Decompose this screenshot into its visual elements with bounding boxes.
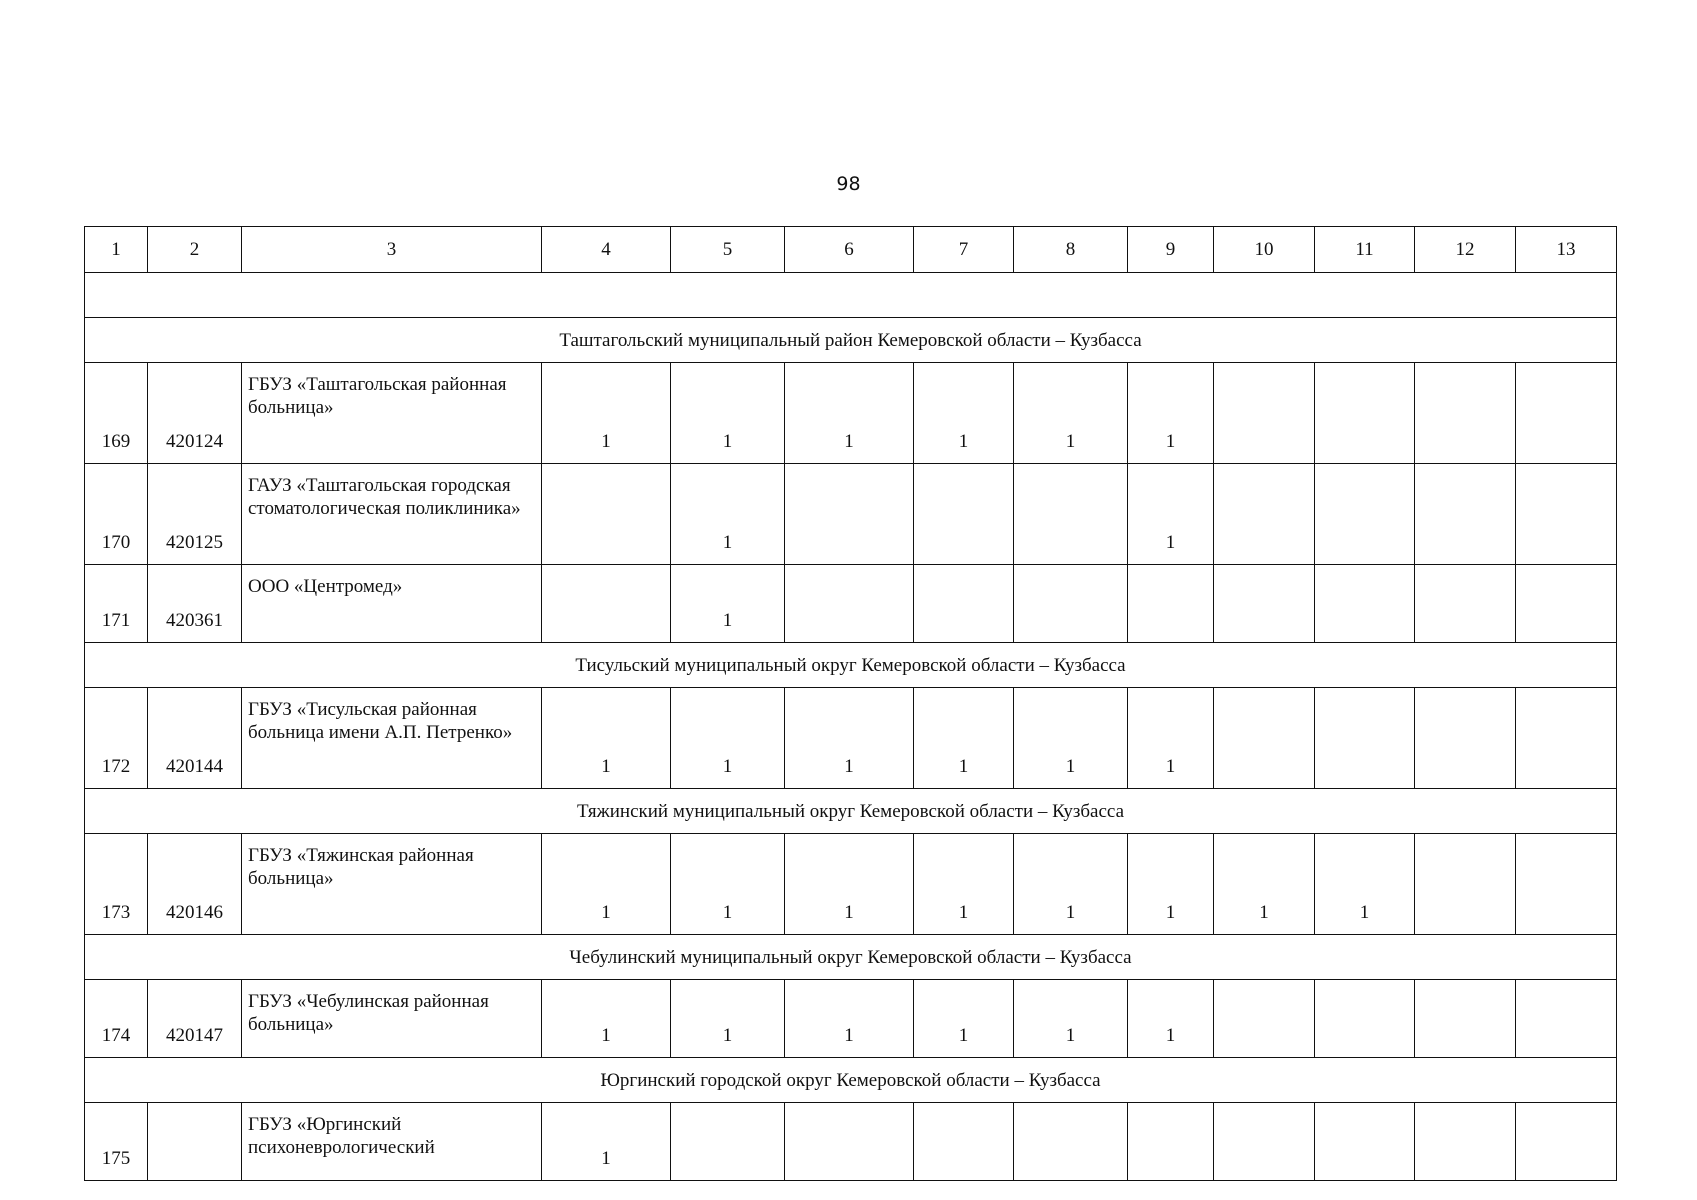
cell-col-13 — [1516, 1103, 1617, 1181]
table-row — [85, 688, 1617, 789]
column-header: 6 — [785, 227, 914, 273]
row-organization-name: ГБУЗ «Юргинский психоневрологический — [242, 1103, 542, 1181]
column-header: 2 — [148, 227, 242, 273]
cell-col-5: 1 — [671, 688, 785, 789]
table-row — [85, 1103, 1617, 1181]
empty-cell — [85, 273, 1617, 318]
cell-col-4: 1 — [542, 980, 671, 1058]
cell-col-7 — [914, 1103, 1014, 1181]
cell-col-8: 1 — [1014, 363, 1128, 464]
row-number: 172 — [85, 688, 148, 789]
table-row — [85, 565, 1617, 643]
cell-col-6 — [785, 464, 914, 565]
row-organization-name: ООО «Центромед» — [242, 565, 542, 643]
row-organization-name: ГБУЗ «Тяжинская районная больница» — [242, 834, 542, 935]
cell-col-7: 1 — [914, 363, 1014, 464]
row-number: 174 — [85, 980, 148, 1058]
empty-row — [85, 273, 1617, 318]
cell-col-7: 1 — [914, 834, 1014, 935]
cell-col-11: 1 — [1315, 834, 1415, 935]
section-title: Тисульский муниципальный округ Кемеровской области – Кузбасса — [85, 643, 1617, 688]
cell-col-8 — [1014, 565, 1128, 643]
cell-col-5: 1 — [671, 565, 785, 643]
table-row — [85, 363, 1617, 464]
cell-col-8: 1 — [1014, 688, 1128, 789]
cell-col-11 — [1315, 1103, 1415, 1181]
cell-col-11 — [1315, 363, 1415, 464]
cell-col-10 — [1214, 464, 1315, 565]
cell-col-11 — [1315, 464, 1415, 565]
cell-col-13 — [1516, 464, 1617, 565]
column-header: 13 — [1516, 227, 1617, 273]
cell-col-6: 1 — [785, 834, 914, 935]
cell-col-7 — [914, 464, 1014, 565]
cell-col-13 — [1516, 688, 1617, 789]
cell-col-9 — [1128, 1103, 1214, 1181]
cell-col-4: 1 — [542, 688, 671, 789]
cell-col-5: 1 — [671, 464, 785, 565]
cell-col-10: 1 — [1214, 834, 1315, 935]
cell-col-12 — [1415, 980, 1516, 1058]
section-header-row — [85, 643, 1617, 688]
cell-col-11 — [1315, 688, 1415, 789]
cell-col-12 — [1415, 464, 1516, 565]
cell-col-6: 1 — [785, 688, 914, 789]
cell-col-10 — [1214, 688, 1315, 789]
column-header: 10 — [1214, 227, 1315, 273]
cell-col-10 — [1214, 980, 1315, 1058]
row-code: 420125 — [148, 464, 242, 565]
cell-col-4 — [542, 464, 671, 565]
cell-col-12 — [1415, 834, 1516, 935]
cell-col-6 — [785, 1103, 914, 1181]
row-number: 173 — [85, 834, 148, 935]
row-number: 170 — [85, 464, 148, 565]
cell-col-5: 1 — [671, 980, 785, 1058]
section-header-row — [85, 1058, 1617, 1103]
row-organization-name: ГБУЗ «Таштагольская районная больница» — [242, 363, 542, 464]
cell-col-6: 1 — [785, 980, 914, 1058]
cell-col-9 — [1128, 565, 1214, 643]
column-header: 8 — [1014, 227, 1128, 273]
cell-col-5: 1 — [671, 363, 785, 464]
row-number: 175 — [85, 1103, 148, 1181]
cell-col-8: 1 — [1014, 980, 1128, 1058]
cell-col-8 — [1014, 464, 1128, 565]
cell-col-6: 1 — [785, 363, 914, 464]
column-header: 12 — [1415, 227, 1516, 273]
column-header: 7 — [914, 227, 1014, 273]
row-code: 420146 — [148, 834, 242, 935]
row-organization-name: ГБУЗ «Тисульская районная больница имени А.П. Петренко» — [242, 688, 542, 789]
section-title: Тяжинский муниципальный округ Кемеровской области – Кузбасса — [85, 789, 1617, 834]
section-title: Таштагольский муниципальный район Кемеровской области – Кузбасса — [85, 318, 1617, 363]
page-number: 98 — [836, 173, 861, 195]
row-code: 420147 — [148, 980, 242, 1058]
cell-col-4: 1 — [542, 363, 671, 464]
row-code: 420124 — [148, 363, 242, 464]
section-header-row — [85, 789, 1617, 834]
cell-col-10 — [1214, 565, 1315, 643]
row-number: 171 — [85, 565, 148, 643]
cell-col-9: 1 — [1128, 688, 1214, 789]
column-header: 5 — [671, 227, 785, 273]
cell-col-13 — [1516, 565, 1617, 643]
cell-col-13 — [1516, 363, 1617, 464]
row-code: 420144 — [148, 688, 242, 789]
cell-col-11 — [1315, 980, 1415, 1058]
cell-col-4: 1 — [542, 834, 671, 935]
cell-col-6 — [785, 565, 914, 643]
column-header: 3 — [242, 227, 542, 273]
cell-col-11 — [1315, 565, 1415, 643]
cell-col-9: 1 — [1128, 464, 1214, 565]
cell-col-10 — [1214, 363, 1315, 464]
cell-col-8 — [1014, 1103, 1128, 1181]
column-header: 1 — [85, 227, 148, 273]
cell-col-4 — [542, 565, 671, 643]
data-table — [84, 226, 1617, 1181]
section-title: Юргинский городской округ Кемеровской области – Кузбасса — [85, 1058, 1617, 1103]
cell-col-13 — [1516, 980, 1617, 1058]
column-header: 9 — [1128, 227, 1214, 273]
cell-col-7 — [914, 565, 1014, 643]
cell-col-12 — [1415, 565, 1516, 643]
cell-col-4: 1 — [542, 1103, 671, 1181]
cell-col-7: 1 — [914, 980, 1014, 1058]
column-header: 11 — [1315, 227, 1415, 273]
section-header-row — [85, 935, 1617, 980]
cell-col-9: 1 — [1128, 363, 1214, 464]
cell-col-9: 1 — [1128, 980, 1214, 1058]
cell-col-12 — [1415, 363, 1516, 464]
row-code: 420361 — [148, 565, 242, 643]
cell-col-13 — [1516, 834, 1617, 935]
cell-col-5 — [671, 1103, 785, 1181]
row-organization-name: ГАУЗ «Таштагольская городская стоматологическая поликлиника» — [242, 464, 542, 565]
table-row — [85, 980, 1617, 1058]
cell-col-12 — [1415, 688, 1516, 789]
section-title: Чебулинский муниципальный округ Кемеровской области – Кузбасса — [85, 935, 1617, 980]
row-organization-name: ГБУЗ «Чебулинская районная больница» — [242, 980, 542, 1058]
table-row — [85, 464, 1617, 565]
cell-col-8: 1 — [1014, 834, 1128, 935]
column-number-row — [85, 227, 1617, 273]
row-number: 169 — [85, 363, 148, 464]
section-header-row — [85, 318, 1617, 363]
row-code — [148, 1103, 242, 1181]
cell-col-12 — [1415, 1103, 1516, 1181]
cell-col-10 — [1214, 1103, 1315, 1181]
cell-col-7: 1 — [914, 688, 1014, 789]
table-row — [85, 834, 1617, 935]
cell-col-5: 1 — [671, 834, 785, 935]
cell-col-9: 1 — [1128, 834, 1214, 935]
column-header: 4 — [542, 227, 671, 273]
